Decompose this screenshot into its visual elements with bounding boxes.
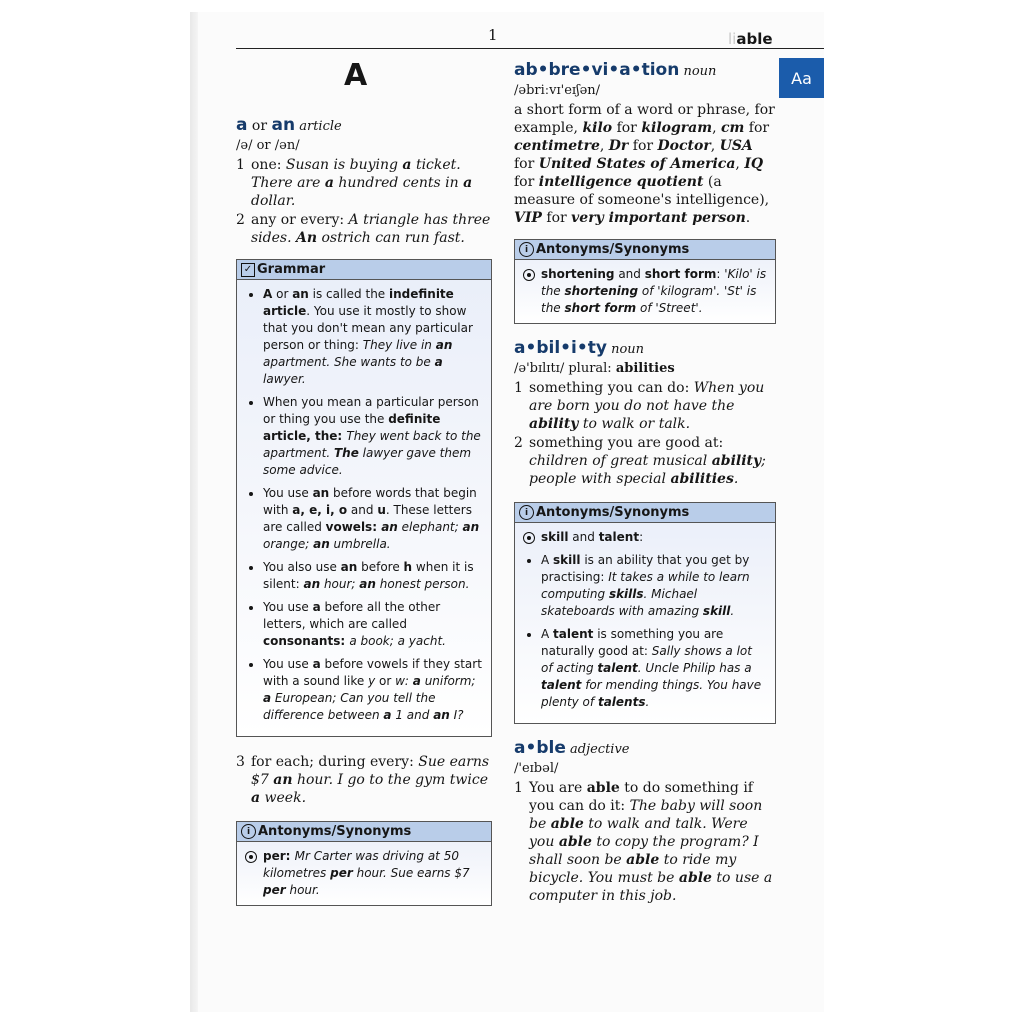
synonym-point: • A skill is an ability that you get by practising: It takes a while to learn computing skills. Michael skateboards with amazing skill. bbox=[541, 552, 767, 620]
sense-number: 2 bbox=[236, 212, 245, 228]
sense-2: 2 something you are good at: children of great musical ability; people with special abilities. bbox=[514, 435, 766, 487]
part-of-speech: article bbox=[295, 119, 342, 134]
info-icon: i bbox=[519, 242, 534, 257]
example: A triangle has three sides. bbox=[251, 212, 491, 246]
part-of-speech: noun bbox=[606, 342, 645, 357]
page-number: 1 bbox=[488, 26, 498, 44]
entry-a bbox=[236, 115, 492, 247]
definition: for each; during every: bbox=[251, 754, 419, 770]
pronunciation: /əbriːvɪ'eɪʃən/ bbox=[514, 83, 601, 98]
example-bold: An bbox=[296, 230, 318, 246]
example: Sue earns $7 bbox=[251, 754, 490, 788]
pronunciation: /ə'bɪlɪtɪ/ plural: abilities bbox=[514, 361, 675, 376]
right-column bbox=[514, 60, 776, 905]
grammar-point: • A or an is called the indefinite article. You use it mostly to show that you don't mean any particular person or thing: They live in an apartment. She wants to be a lawyer. bbox=[263, 286, 483, 388]
sense-1: 1 You are able to do something if you can do it: The baby will soon be able to walk and talk. Were you able to copy the program? I shall soon be able to ride my bicycle. You must be able to use a computer in this job. bbox=[514, 780, 773, 904]
sense-2 bbox=[236, 211, 492, 247]
part-of-speech: noun bbox=[679, 64, 717, 79]
checkbox-icon: ✓ bbox=[241, 263, 255, 277]
example: ostrich can run fast. bbox=[317, 230, 465, 246]
thumb-index-tab[interactable]: Aa bbox=[779, 58, 824, 98]
guide-ghost: li bbox=[728, 30, 737, 48]
headword-able: a•ble bbox=[514, 738, 566, 758]
pronunciation: /'eɪbəl/ bbox=[514, 761, 559, 776]
definition: a short form of a word or phrase, for example, kilo for kilogram, cm for centimetre, Dr for Doctor, USA for United States of America, IQ for intelligence quotient (a measure of someone's intelligence), VIP for very important person. bbox=[514, 102, 775, 226]
info-icon: i bbox=[241, 824, 256, 839]
synonyms-title: i Antonyms/Synonyms bbox=[515, 503, 775, 523]
grammar-point: • You also use an before h when it is silent: an hour; an honest person. bbox=[263, 559, 483, 593]
guide-word bbox=[728, 30, 773, 48]
sense-1 bbox=[236, 156, 492, 210]
example: ticket. There are bbox=[251, 157, 461, 191]
definition: any or every: bbox=[251, 212, 349, 228]
guide-word-text: able bbox=[736, 30, 773, 48]
headword-a: a bbox=[236, 115, 248, 135]
entry-or: or bbox=[247, 118, 272, 134]
example: hundred cents in bbox=[333, 175, 464, 191]
grammar-point: • When you mean a particular person or thing you use the definite article, the: They went back to the apartment. The lawyer gave them some advice. bbox=[263, 394, 483, 479]
bullseye-icon bbox=[523, 532, 535, 544]
example: dollar. bbox=[251, 193, 296, 209]
pronunciation: /ə/ or /ən/ bbox=[236, 138, 300, 153]
synonyms-box-abbreviation bbox=[514, 239, 776, 324]
part-of-speech: adjective bbox=[565, 742, 630, 757]
info-icon: i bbox=[519, 505, 534, 520]
sense-number: 3 bbox=[236, 754, 245, 770]
entry-ability bbox=[514, 338, 776, 724]
headword-ability: a•bil•i•ty bbox=[514, 338, 607, 358]
example-bold: a bbox=[463, 175, 473, 191]
grammar-title-text: Grammar bbox=[257, 262, 326, 277]
synonyms-title bbox=[237, 822, 491, 842]
bullseye-icon bbox=[523, 269, 535, 281]
synonyms-box-per bbox=[236, 821, 492, 906]
synonyms-body: per: Mr Carter was driving at 50 kilometres per hour. Sue earns $7 per hour. bbox=[237, 842, 491, 905]
sense-1: 1 something you can do: When you are born you do not have the ability to walk or talk. bbox=[514, 380, 765, 432]
section-letter: A bbox=[344, 58, 368, 93]
synonyms-title: i Antonyms/Synonyms bbox=[515, 240, 775, 260]
headword-abbreviation: ab•bre•vi•a•tion bbox=[514, 60, 680, 80]
sense-number: 1 bbox=[236, 157, 245, 173]
definition: one: bbox=[251, 157, 286, 173]
example: hour. I go to the gym twice bbox=[292, 772, 488, 788]
left-column bbox=[236, 115, 492, 906]
synonym-point: • A talent is something you are naturally good at: Sally shows a lot of acting talent. Uncle Philip has a talent for mending things. You have plenty of talents. bbox=[541, 626, 767, 711]
example-bold: a bbox=[402, 157, 412, 173]
synonyms-title-text: Antonyms/Synonyms bbox=[258, 824, 412, 839]
sense-3 bbox=[236, 753, 492, 807]
header-rule bbox=[236, 48, 824, 49]
grammar-point: • You use a before vowels if they start with a sound like y or w: a uniform; a European; Can you tell the difference between a 1 and an I? bbox=[263, 656, 483, 724]
example-bold: a bbox=[324, 175, 334, 191]
example-bold: an bbox=[273, 772, 293, 788]
headword-an: an bbox=[271, 115, 296, 135]
grammar-point: • You use a before all the other letters, which are called consonants: a book; a yacht. bbox=[263, 599, 483, 650]
entry-abbreviation bbox=[514, 60, 776, 324]
grammar-box bbox=[236, 259, 492, 737]
grammar-body bbox=[237, 280, 491, 736]
synonyms-body: skill and talent: • A skill is an ability that you get by practising: It takes a while to learn computing skills. Michael skateboards with amazing skill. • A talent is something you are naturally good at: Sally shows a lot of acting talent. Uncle Philip has a talent for mending things. You have plenty of talents. bbox=[515, 523, 775, 723]
grammar-point: • You use an before words that begin with a, e, i, o and u. These letters are called vowels: an elephant; an orange; an umbrella. bbox=[263, 485, 483, 553]
example: week. bbox=[260, 790, 307, 806]
grammar-title bbox=[237, 260, 491, 280]
example-bold: a bbox=[251, 790, 261, 806]
synonyms-body: shortening and short form: 'Kilo' is the shortening of 'kilogram'. 'St' is the short form of 'Street'. bbox=[515, 260, 775, 323]
synonyms-box-ability bbox=[514, 502, 776, 724]
bullseye-icon bbox=[245, 851, 257, 863]
example: Susan is buying bbox=[285, 157, 403, 173]
entry-able bbox=[514, 738, 776, 905]
